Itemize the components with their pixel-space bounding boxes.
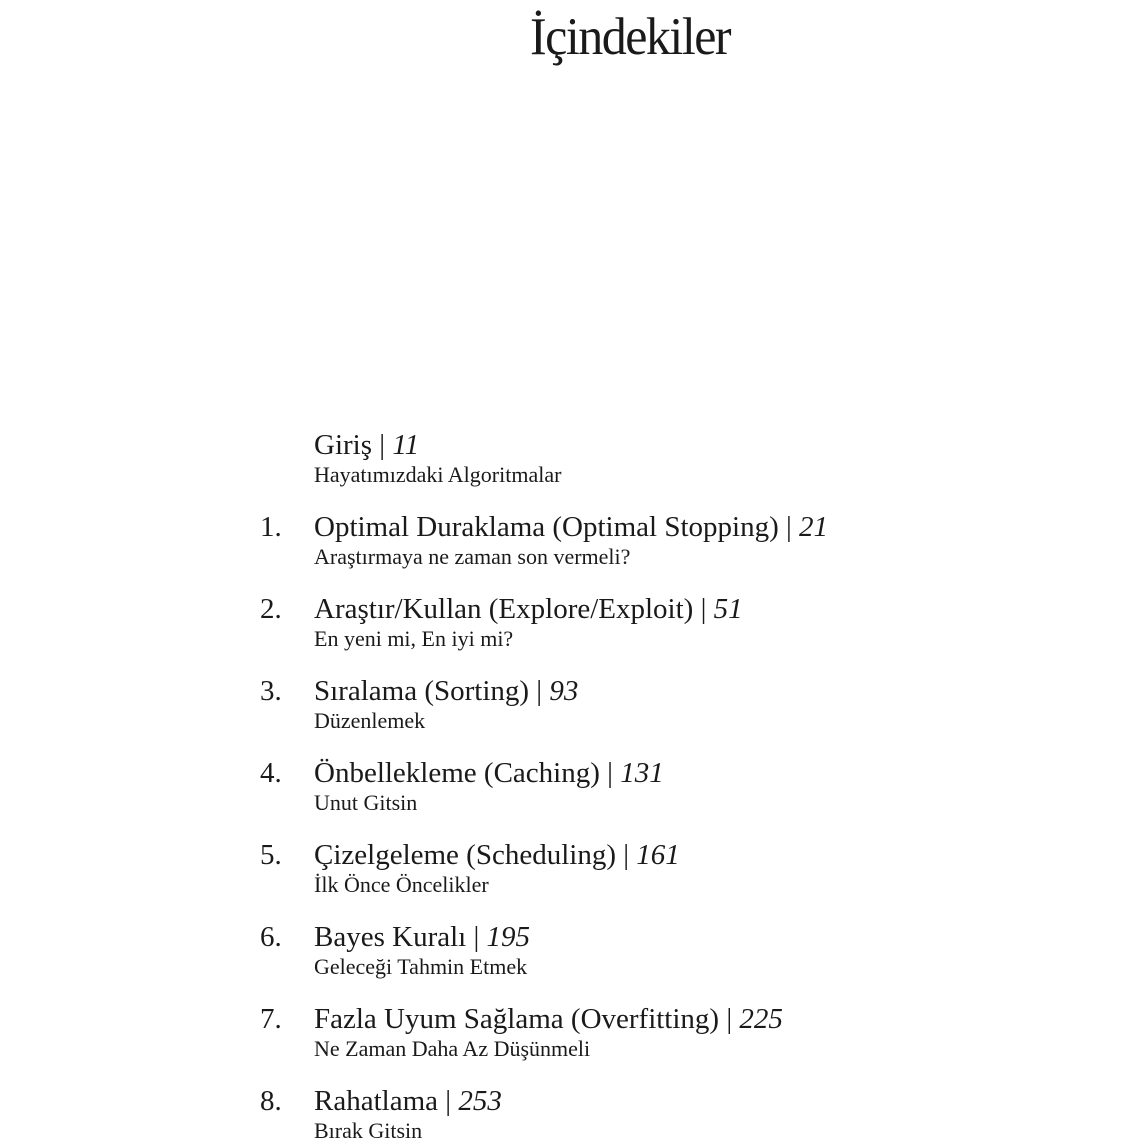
toc-entry-page: 225: [739, 1003, 783, 1035]
toc-entry-page: 131: [620, 757, 664, 789]
toc-entry-heading: [314, 674, 578, 708]
toc-entry-subtitle: Bırak Gitsin: [314, 1118, 423, 1140]
toc-entry-heading: [314, 1002, 783, 1036]
toc-entry-title: Fazla Uyum Sağlama (Overfitting): [314, 1003, 720, 1035]
toc-entry-number: 7.: [260, 1003, 282, 1035]
toc-entry-page: 195: [486, 921, 531, 953]
toc-entry-number: 8.: [260, 1085, 282, 1117]
toc-entry-title: Rahatlama: [314, 1085, 439, 1117]
toc-entry-chapter-2[interactable]: [0, 592, 1140, 672]
toc-entry-subtitle: Araştırmaya ne zaman son vermeli?: [314, 544, 631, 569]
toc-entry-chapter-3[interactable]: [0, 674, 1140, 754]
toc-entry-title: Bayes Kuralı: [314, 921, 467, 953]
toc-entry-subtitle: Hayatımızdaki Algoritmalar: [314, 462, 562, 487]
toc-entry-subtitle: Unut Gitsin: [314, 790, 418, 815]
toc-entry-heading: [314, 510, 828, 544]
toc-entry-heading: [314, 756, 664, 790]
toc-entry-number: 3.: [260, 675, 282, 707]
toc-entry-heading: [314, 428, 419, 462]
toc-entry-page: 93: [549, 675, 579, 707]
toc-entry-page: 161: [636, 839, 680, 871]
toc-entry-subtitle: İlk Önce Öncelikler: [314, 872, 489, 897]
toc-separator: |: [778, 511, 800, 543]
toc-entry-number: 4.: [260, 757, 282, 789]
toc-entry-title: Sıralama (Sorting): [314, 675, 530, 707]
toc-separator: |: [372, 429, 393, 461]
toc-entry-heading: [314, 1084, 502, 1118]
toc-entry-heading: [314, 592, 743, 626]
page-title: İçindekiler: [530, 6, 731, 66]
toc-entry-title: Optimal Duraklama (Optimal Stopping): [314, 511, 779, 543]
toc-entry-title: Araştır/Kullan (Explore/Exploit): [314, 593, 694, 625]
toc-entry-heading: [314, 838, 680, 872]
toc-entry-number: 5.: [260, 839, 282, 871]
toc-entry-number: 2.: [260, 593, 282, 625]
toc-entry-page: 51: [713, 593, 743, 625]
toc-entry-chapter-8[interactable]: [0, 1084, 1140, 1140]
toc-separator: |: [719, 1003, 740, 1035]
toc-separator: |: [466, 921, 487, 953]
toc-entry-page: 253: [458, 1085, 502, 1117]
toc-entry-number: 6.: [260, 921, 282, 953]
toc-entry-chapter-7[interactable]: [0, 1002, 1140, 1082]
toc-entry-subtitle: Düzenlemek: [314, 708, 426, 733]
toc-entry-heading: [314, 920, 530, 954]
toc-entry-page: 11: [392, 429, 420, 461]
toc-entry-chapter-6[interactable]: [0, 920, 1140, 1000]
toc-separator: |: [438, 1085, 459, 1117]
toc-entry-chapter-5[interactable]: [0, 838, 1140, 918]
toc-entry-title: Çizelgeleme (Scheduling): [314, 839, 616, 871]
toc-entry-subtitle: En yeni mi, En iyi mi?: [314, 626, 514, 651]
toc-entry-number: 1.: [260, 511, 282, 543]
toc-entry-subtitle: Geleceği Tahmin Etmek: [314, 954, 528, 979]
toc-entry-page: 21: [799, 511, 829, 543]
toc-separator: |: [615, 839, 637, 871]
toc-separator: |: [529, 675, 550, 707]
toc-entry-chapter-4[interactable]: [0, 756, 1140, 836]
toc-entry-title: Önbellekleme (Caching): [314, 757, 600, 789]
toc-separator: |: [599, 757, 621, 789]
toc-entry-title: Giriş: [314, 429, 372, 461]
toc-entry-chapter-1[interactable]: [0, 510, 1140, 590]
toc-entry-subtitle: Ne Zaman Daha Az Düşünmeli: [314, 1036, 591, 1061]
toc-entry-intro[interactable]: [0, 428, 1140, 508]
toc-separator: |: [693, 593, 714, 625]
